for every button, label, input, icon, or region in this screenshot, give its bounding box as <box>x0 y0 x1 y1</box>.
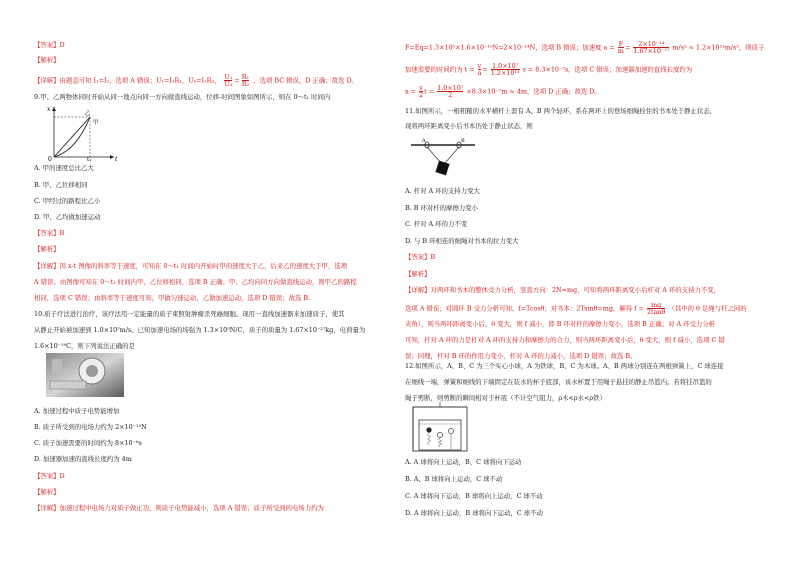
q11-detail-line-4: 可知，杆对 A 环的力是杆对 A 环的支持力和摩擦力的合力，则当两环距离变小后，θ 变大，则 f 减小，选项 C 错 <box>405 336 725 344</box>
q10-detail-line-1: 【详解】加速过程中电场力对质子做正功，则质子电势能减小，选项 A 错误；质子所受到的电场力约为 <box>34 504 324 512</box>
q11-d2-text-a: 选项 A 错误；对圆环 B 受力分析可知，f=Tcosθ；对书本：2Tsinθ=mg，解得 f = <box>405 304 644 313</box>
q11-d2-frac-num: mg <box>647 302 665 309</box>
q11-jiexi: 【解析】 <box>405 270 431 278</box>
q11-stem-line-2: 现将两环距离变小后书本仍处于静止状态，则 <box>405 122 533 130</box>
q8-answer: 【答案】D <box>34 41 65 49</box>
q9-option-a: A. 甲的速度总比乙大 <box>34 164 94 172</box>
x-axis-label: x <box>47 106 51 113</box>
q9-detail-line-1: 【详解】因 x-t 图像的斜率等于速度，可知在 0～t₁ 时间内开始时甲的速度大于乙，后来乙的速度大于甲，选项 <box>34 262 348 270</box>
ball-a <box>426 427 431 432</box>
r1-eq: = <box>624 43 631 52</box>
jia-label: 甲 <box>93 120 99 126</box>
q12-option-c: C. A 球将向下运动，B 球将向上运动，C 球不动 <box>405 492 543 500</box>
q8-jiexi: 【解析】 <box>34 56 60 64</box>
r2-text-a: 加速需要的时间约为 t = <box>405 65 475 74</box>
q9-stem: 9.甲、乙两物体同时开始从同一地点向同一方向做直线运动，位移-时间图象如图所示，则在 0～t₁ 时间内 <box>34 93 331 101</box>
cup <box>419 420 461 450</box>
q11-answer: 【答案】B <box>405 253 436 261</box>
q8-detail: 【详解】由题意可知 I₁=I₂，选项 A 错误；U₁=I₁R₁，U₂=I₂R₂， $\frac{\text{U₁}}{\text{U₂}}$ = $\frac{\text{R₁}}{\text{R₂}}$ ，选项 BC 错误，D 正确；故选 D。 <box>34 73 358 88</box>
q10-stem-line-3: 1.6×10⁻¹⁹C，则下列说法正确的是 <box>34 342 135 350</box>
q11-stem-line-1: 11.如图所示，一根粗糙的水平横杆上套有 A、B 两个轻环，系在两环上的登场细绳拴住的书本处于静止状态， <box>405 107 717 115</box>
q8-frac2-num: R₁ <box>241 73 250 81</box>
q10-option-c: C. 质子加速需要的时间约为 8×10⁻⁶s <box>34 439 142 447</box>
r3-value-den: 2 <box>448 91 453 99</box>
q11-option-c: C. 杆对 A 环的力不变 <box>405 220 468 228</box>
q10-jiexi: 【解析】 <box>34 488 60 496</box>
r1-text-a: F=Eq=1.3×10⁵×1.6×10⁻¹⁹N=2×10⁻¹⁴N，选项 B 错误；加速度 a = <box>405 43 615 52</box>
r3-frac-den: 2 <box>419 91 424 99</box>
q11-option-b: B. B 环对杆的摩擦力变小 <box>405 204 479 212</box>
r2-text-b: s = 8.3×10⁻⁷s，选项 C 错误；加速器加速的直线长度约为 <box>522 65 693 74</box>
q11-detail-line-5: 误；同理，杆对 B 环的作用力变小，杆对 A 环的力减小，选项 D 错误；故选 B。 <box>405 352 637 360</box>
string-right <box>445 147 459 163</box>
q10-option-a: A. 加速过程中质子电势能增加 <box>34 407 120 415</box>
q8-detail-text-2: ，选项 BC 错误，D 正确；故选 D。 <box>253 76 358 85</box>
q10-option-d: D. 加速器加速的直线长度约为 4m <box>34 455 132 463</box>
origin-label: 0 <box>48 156 52 161</box>
q12-stem-line-3: 绳子剪断，则剪断的瞬间相对于杯底（不计空气阻力，ρ木<ρ水<ρ铁） <box>405 394 606 402</box>
q11-rod-book-diagram <box>409 135 477 183</box>
q12-basket-cup-diagram <box>409 402 471 452</box>
q8-frac2-den: R₂ <box>241 80 250 88</box>
q8-detail-text-1: 【详解】由题意可知 I₁=I₂，选项 A 错误；U₁=I₁R₁，U₂=I₂R₂， <box>34 76 221 85</box>
q9-jiexi: 【解析】 <box>34 245 60 253</box>
q9-option-c: C. 甲经过的路程比乙小 <box>34 197 101 205</box>
q9-xt-graph <box>42 103 122 161</box>
book <box>435 161 449 176</box>
q8-frac-num: U₁ <box>224 73 233 81</box>
q10-stem-line-1: 10.质子疗法进行治疗，该疗法用一定能量的质子束照射肿瘤杀死癌细胞。现用一直线加速器来加速质子，使其 <box>34 310 345 318</box>
ring-b-label: B <box>461 138 465 144</box>
q10-detail-time <box>405 63 692 76</box>
r3-text-a: x = <box>405 87 416 96</box>
q10-proton-therapy-photo <box>46 353 124 397</box>
r2-value-den: 1.2×10¹³ <box>490 69 520 77</box>
q11-detail-line-2 <box>405 302 747 315</box>
q10-answer: 【答案】D <box>34 472 65 480</box>
q8-frac-den: U₂ <box>224 80 233 88</box>
q10-detail-length <box>405 85 601 98</box>
t1-label: t₁ <box>87 157 92 161</box>
r3-frac-num: v <box>419 84 423 92</box>
r3-value-num: 1.0×10⁷ <box>437 84 464 92</box>
r1-value-num: 2×10⁻¹⁴ <box>633 41 669 48</box>
q9-detail-line-2: A 错误；由图像可知在 0～t₁ 时间内甲、乙位移相同，选项 B 正确；甲、乙均向同方向做直线运动，则甲乙的路程 <box>34 278 357 286</box>
yi-label: 乙 <box>85 111 91 117</box>
q11-option-d: D. 与 B 环相连的细绳对书本的拉力变大 <box>405 237 519 245</box>
t-axis-label: t <box>115 156 118 161</box>
r1-frac-den: m <box>617 47 624 55</box>
q12-option-d: D. A 球将向上运动，B 球将向下运动，C 球不动 <box>405 509 543 517</box>
r2-value-num: 1.0×10⁷ <box>492 62 519 70</box>
jia-line <box>54 117 90 157</box>
q11-option-a: A. 杆对 A 环的支持力变大 <box>405 187 480 195</box>
r2-eq: = <box>482 65 488 74</box>
ring-a-label: A <box>422 138 426 144</box>
r2-frac-den: a <box>477 69 482 77</box>
string-left <box>427 147 441 163</box>
r3-t: t = <box>424 87 435 96</box>
q9-detail-line-3: 相同，选项 C 错误；由斜率等于速度可知，甲做匀速运动，乙做加速运动，选项 D 错误；故选 B. <box>34 294 311 302</box>
r1-text-b: m/s² ≈ 1.2×10¹³m/s²，则质子 <box>672 43 765 52</box>
q9-answer: 【答案】B <box>34 229 65 237</box>
q10-stem-line-2: 从静止开始被加速到 1.0×10⁷m/s。已知加速电场的场强为 1.3×10⁵N/C，质子的质量为 1.67×10⁻²⁷kg，电荷量为 <box>34 326 366 334</box>
r1-frac-num: F <box>618 40 623 48</box>
r3-text-b: ×8.3×10⁻⁷m ≈ 4m，选项 D 正确；故选 D。 <box>466 87 601 96</box>
q12-stem-line-1: 12.如图所示，A、B、C 为三个实心小球，A 为铁球，B、C 为木球。A、B 两球分别连在两根弹簧上，C 球连接 <box>405 362 724 370</box>
q11-detail-line-3: 夹角），则当两环距离变小后，θ 变大，则 f 减小，即 B 环对杆的摩擦力变小，选项 B 正确；对 A 环受力分析 <box>405 320 716 328</box>
q11-d2-frac-den: 2tanθ <box>646 308 666 316</box>
q9-option-d: D. 甲、乙均做加速运动 <box>34 213 101 221</box>
q9-option-b: B. 甲、乙位移相同 <box>34 181 88 189</box>
q10-detail-force <box>405 41 764 54</box>
q10-option-b: B. 质子所受到的电场力约为 2×10⁻¹⁵N <box>34 423 147 431</box>
q12-option-b: B. A、B 球将向上运动，C 球不动 <box>405 475 503 483</box>
q11-detail-line-1: 【详解】对两环和书本的整体受力分析，竖直方向：2N=mg，可知将两环距离变小后杆对 A 环的支持力不变， <box>405 286 721 294</box>
q12-stem-line-2: 在细线一端，弹簧和细线的下端固定在装水的杯子底部，该水杯置于用绳子悬挂的静止吊篮内。若将挂吊篮的 <box>405 378 712 386</box>
q12-option-a: A. A 球将向上运动，B、C 球将向下运动 <box>405 458 522 466</box>
r1-value-den: 1.67×10⁻²⁷ <box>633 47 670 55</box>
r2-frac-num: v <box>477 62 482 70</box>
q11-d2-text-b: （其中的 θ 是绳与杆之间的 <box>668 304 747 313</box>
